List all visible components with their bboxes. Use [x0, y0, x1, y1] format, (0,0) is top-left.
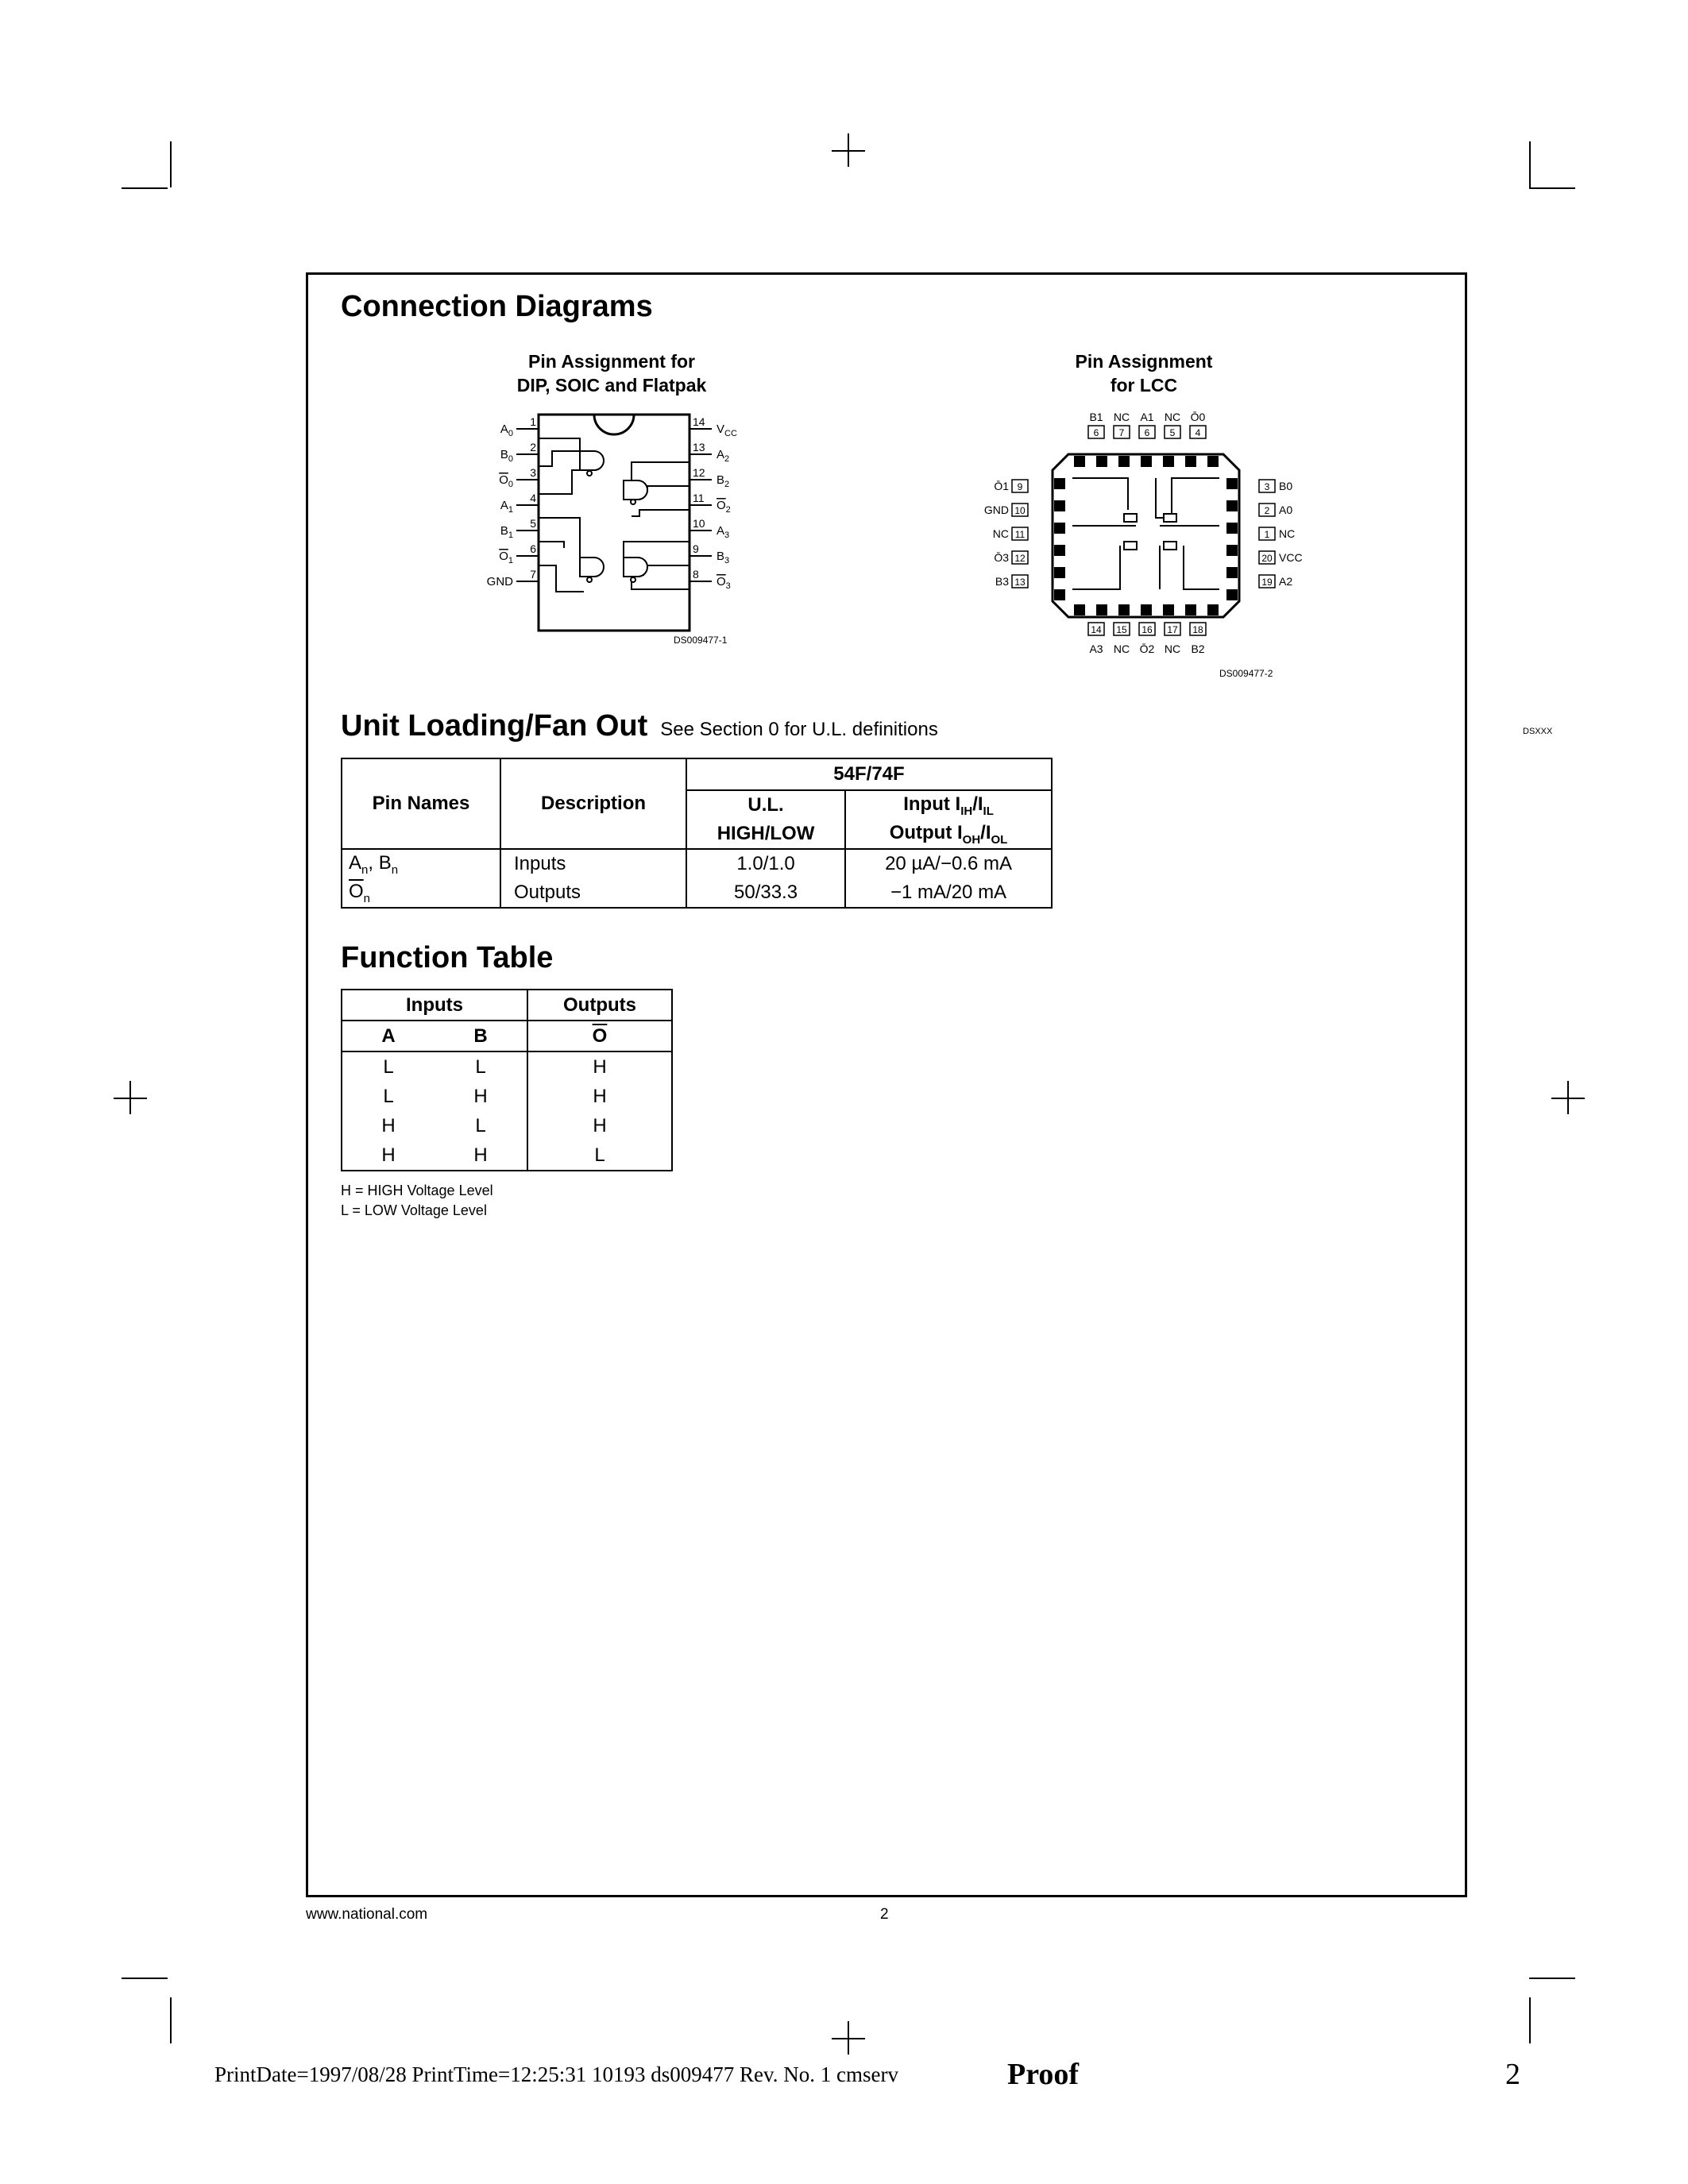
lcc-pad — [1118, 456, 1130, 467]
lcc-pad — [1226, 589, 1238, 600]
pin-label: $O_1$ — [499, 550, 513, 565]
pin-label: $O_3$ — [717, 575, 731, 591]
output-cell: L — [527, 1140, 672, 1171]
pin-label: B3 — [995, 575, 1009, 588]
function-table-notes: H = HIGH Voltage Level L = LOW Voltage Level — [341, 1183, 493, 1218]
pin-number: 7 — [530, 568, 536, 581]
pin-number: 1 — [530, 415, 536, 428]
header-o: $\overline{O}$ — [527, 1021, 672, 1051]
pin-number: 9 — [693, 542, 699, 555]
pin-label: $A_3$ — [717, 524, 730, 540]
lcc-pad — [1226, 567, 1238, 578]
pin-number: 18 — [1192, 624, 1203, 635]
lcc-pad — [1207, 456, 1219, 467]
pin-label: NC — [1113, 411, 1130, 423]
pin-number: 12 — [1014, 553, 1026, 564]
pin-number: 6 — [530, 542, 536, 555]
header-a: A — [342, 1021, 435, 1051]
pin-label: $B_1$ — [500, 524, 513, 540]
pin-label: Ō0 — [1190, 411, 1206, 423]
lcc-pad — [1226, 545, 1238, 556]
pin-label: NC — [1164, 642, 1181, 655]
input-a-cell: H — [342, 1111, 435, 1140]
table-row — [342, 1051, 672, 1082]
lcc-pin-labels — [984, 411, 1303, 655]
ul-cell: 50/33.3 — [686, 878, 845, 908]
pin-label: GND — [983, 504, 1009, 516]
pin-label: $A_0$ — [500, 423, 513, 438]
header-pin-names: Pin Names — [342, 758, 500, 849]
pin-number: 9 — [1017, 481, 1023, 492]
pin-number: 2 — [530, 441, 536, 453]
pin-label: $B_0$ — [500, 448, 513, 464]
table-row — [342, 1140, 672, 1171]
input-a-cell: L — [342, 1082, 435, 1111]
lcc-pad — [1096, 604, 1107, 615]
dip-pinout-diagram — [469, 413, 755, 651]
pin-number: 4 — [1195, 427, 1201, 438]
output-cell: H — [527, 1082, 672, 1111]
table-row — [342, 1082, 672, 1111]
table-row — [342, 1111, 672, 1140]
pin-number: 13 — [693, 441, 705, 453]
pin-number: 15 — [1116, 624, 1127, 635]
pin-number: 5 — [1169, 427, 1176, 438]
description-cell: Inputs — [500, 849, 686, 878]
table-row — [342, 849, 1052, 878]
pin-number: 8 — [693, 568, 699, 581]
pin-number: 14 — [693, 415, 705, 428]
pin-number: 10 — [693, 517, 705, 530]
pin-label: B2 — [1191, 642, 1205, 655]
pin-label: $V_{CC}$ — [717, 423, 737, 438]
side-mark: DSXXX — [1523, 727, 1553, 736]
lcc-pad — [1054, 589, 1065, 600]
pin-number: 1 — [1264, 529, 1270, 540]
dip-caption: Pin Assignment for DIP, SOIC and Flatpak — [516, 351, 707, 396]
header-inputs: Inputs — [342, 990, 527, 1021]
lcc-pad — [1141, 456, 1152, 467]
header-54f74f: 54F/74F — [686, 758, 1052, 790]
lcc-pad — [1118, 604, 1130, 615]
function-table-title: Function Table — [341, 941, 554, 974]
pin-label: NC — [1113, 642, 1130, 655]
footer-website[interactable]: www.national.com — [306, 1906, 428, 1923]
unit-loading-table — [341, 758, 1053, 909]
pin-label: A1 — [1140, 411, 1154, 423]
header-input-current: Input $I_{IH}/I_{IL}$ — [845, 790, 1052, 820]
lcc-pad — [1163, 604, 1174, 615]
input-b-cell: H — [435, 1082, 527, 1111]
pin-number: 12 — [693, 466, 705, 479]
lcc-caption: Pin Assignment for LCC — [1075, 351, 1213, 396]
header-ul: U.L. — [686, 790, 845, 820]
pin-label: Ō1 — [994, 480, 1009, 492]
lcc-pad — [1226, 500, 1238, 511]
pin-label: $A_1$ — [500, 499, 513, 515]
pin-number: 11 — [693, 492, 705, 504]
header-output-current: Output $I_{OH}/I_{OL}$ — [845, 820, 1052, 849]
lcc-pad — [1096, 456, 1107, 467]
footer-page-number: 2 — [880, 1906, 889, 1923]
pin-number: 10 — [1014, 505, 1026, 516]
pin-cell: $A_n$, $B_n$ — [342, 849, 500, 878]
lcc-pad — [1185, 604, 1196, 615]
description-cell: Outputs — [500, 878, 686, 908]
header-outputs: Outputs — [527, 990, 672, 1021]
input-a-cell: H — [342, 1140, 435, 1171]
pin-label: $O_2$ — [717, 499, 731, 515]
pin-number: 19 — [1261, 577, 1273, 588]
header-description: Description — [500, 758, 686, 849]
output-cell: H — [527, 1051, 672, 1082]
pin-label: $B_2$ — [717, 473, 730, 489]
header-b: B — [435, 1021, 527, 1051]
header-ul-sub: HIGH/LOW — [686, 820, 845, 849]
lcc-pads — [1054, 456, 1238, 615]
pin-number: 3 — [1264, 481, 1270, 492]
pin-label: B0 — [1279, 480, 1293, 492]
print-page-number: 2 — [1505, 2058, 1520, 2091]
input-b-cell: H — [435, 1140, 527, 1171]
pin-label: Ō3 — [994, 551, 1009, 564]
pin-label: $A_2$ — [717, 448, 730, 464]
lcc-pad — [1226, 478, 1238, 489]
dip-figure-id: DS009477-1 — [674, 635, 728, 646]
lcc-pad — [1141, 604, 1152, 615]
pin-number: 5 — [530, 517, 536, 530]
pin-number: 6 — [1144, 427, 1150, 438]
pin-label: NC — [1279, 527, 1296, 540]
pin-label: A2 — [1279, 575, 1293, 588]
pin-label: A3 — [1089, 642, 1103, 655]
pin-label: A0 — [1279, 504, 1293, 516]
lcc-pad — [1054, 545, 1065, 556]
lcc-pad — [1054, 500, 1065, 511]
pin-label: NC — [1164, 411, 1181, 423]
pin-number: 13 — [1014, 577, 1026, 588]
pin-number: 14 — [1091, 624, 1102, 635]
lcc-figure-id: DS009477-2 — [1219, 668, 1273, 679]
dip-right-pins — [689, 415, 737, 591]
ul-cell: 1.0/1.0 — [686, 849, 845, 878]
pin-number: 11 — [1014, 529, 1026, 540]
pin-number: 3 — [530, 466, 536, 479]
input-b-cell: L — [435, 1111, 527, 1140]
print-info: PrintDate=1997/08/28 PrintTime=12:25:31 10193 ds009477 Rev. No. 1 cmserv — [214, 2062, 898, 2086]
pin-number: 20 — [1261, 553, 1273, 564]
lcc-pad — [1054, 567, 1065, 578]
lcc-pad — [1074, 456, 1085, 467]
proof-label: Proof — [1007, 2058, 1080, 2091]
pin-number: 6 — [1093, 427, 1099, 438]
pin-number: 17 — [1167, 624, 1178, 635]
pin-number: 16 — [1141, 624, 1153, 635]
pin-number: 2 — [1264, 505, 1270, 516]
pin-cell: $\overline{O}_n$ — [342, 878, 500, 908]
pin-label: NC — [992, 527, 1009, 540]
pin-label: $B_3$ — [717, 550, 730, 565]
lcc-pad — [1226, 523, 1238, 534]
pin-label: GND — [486, 575, 513, 588]
table-row — [342, 878, 1052, 908]
output-cell: H — [527, 1111, 672, 1140]
lcc-pad — [1054, 523, 1065, 534]
pin-number: 4 — [530, 492, 536, 504]
input-a-cell: L — [342, 1051, 435, 1082]
io-cell: −1 mA/20 mA — [845, 878, 1052, 908]
function-table — [341, 989, 673, 1171]
lcc-pad — [1185, 456, 1196, 467]
lcc-pad — [1054, 478, 1065, 489]
pin-label: VCC — [1279, 551, 1303, 564]
lcc-pad — [1163, 456, 1174, 467]
unit-loading-title: Unit Loading/Fan Out See Section 0 for U.L. definitions — [341, 709, 938, 743]
lcc-pad — [1074, 604, 1085, 615]
lcc-pad — [1207, 604, 1219, 615]
input-b-cell: L — [435, 1051, 527, 1082]
dip-left-pins — [487, 415, 539, 588]
lcc-pinout-diagram — [983, 407, 1303, 685]
pin-label: $O_0$ — [499, 473, 513, 489]
pin-label: B1 — [1089, 411, 1103, 423]
io-cell: 20 µA/−0.6 mA — [845, 849, 1052, 878]
pin-number: 7 — [1118, 427, 1125, 438]
connection-diagrams-title: Connection Diagrams — [341, 290, 653, 323]
pin-label: Ō2 — [1139, 642, 1155, 655]
